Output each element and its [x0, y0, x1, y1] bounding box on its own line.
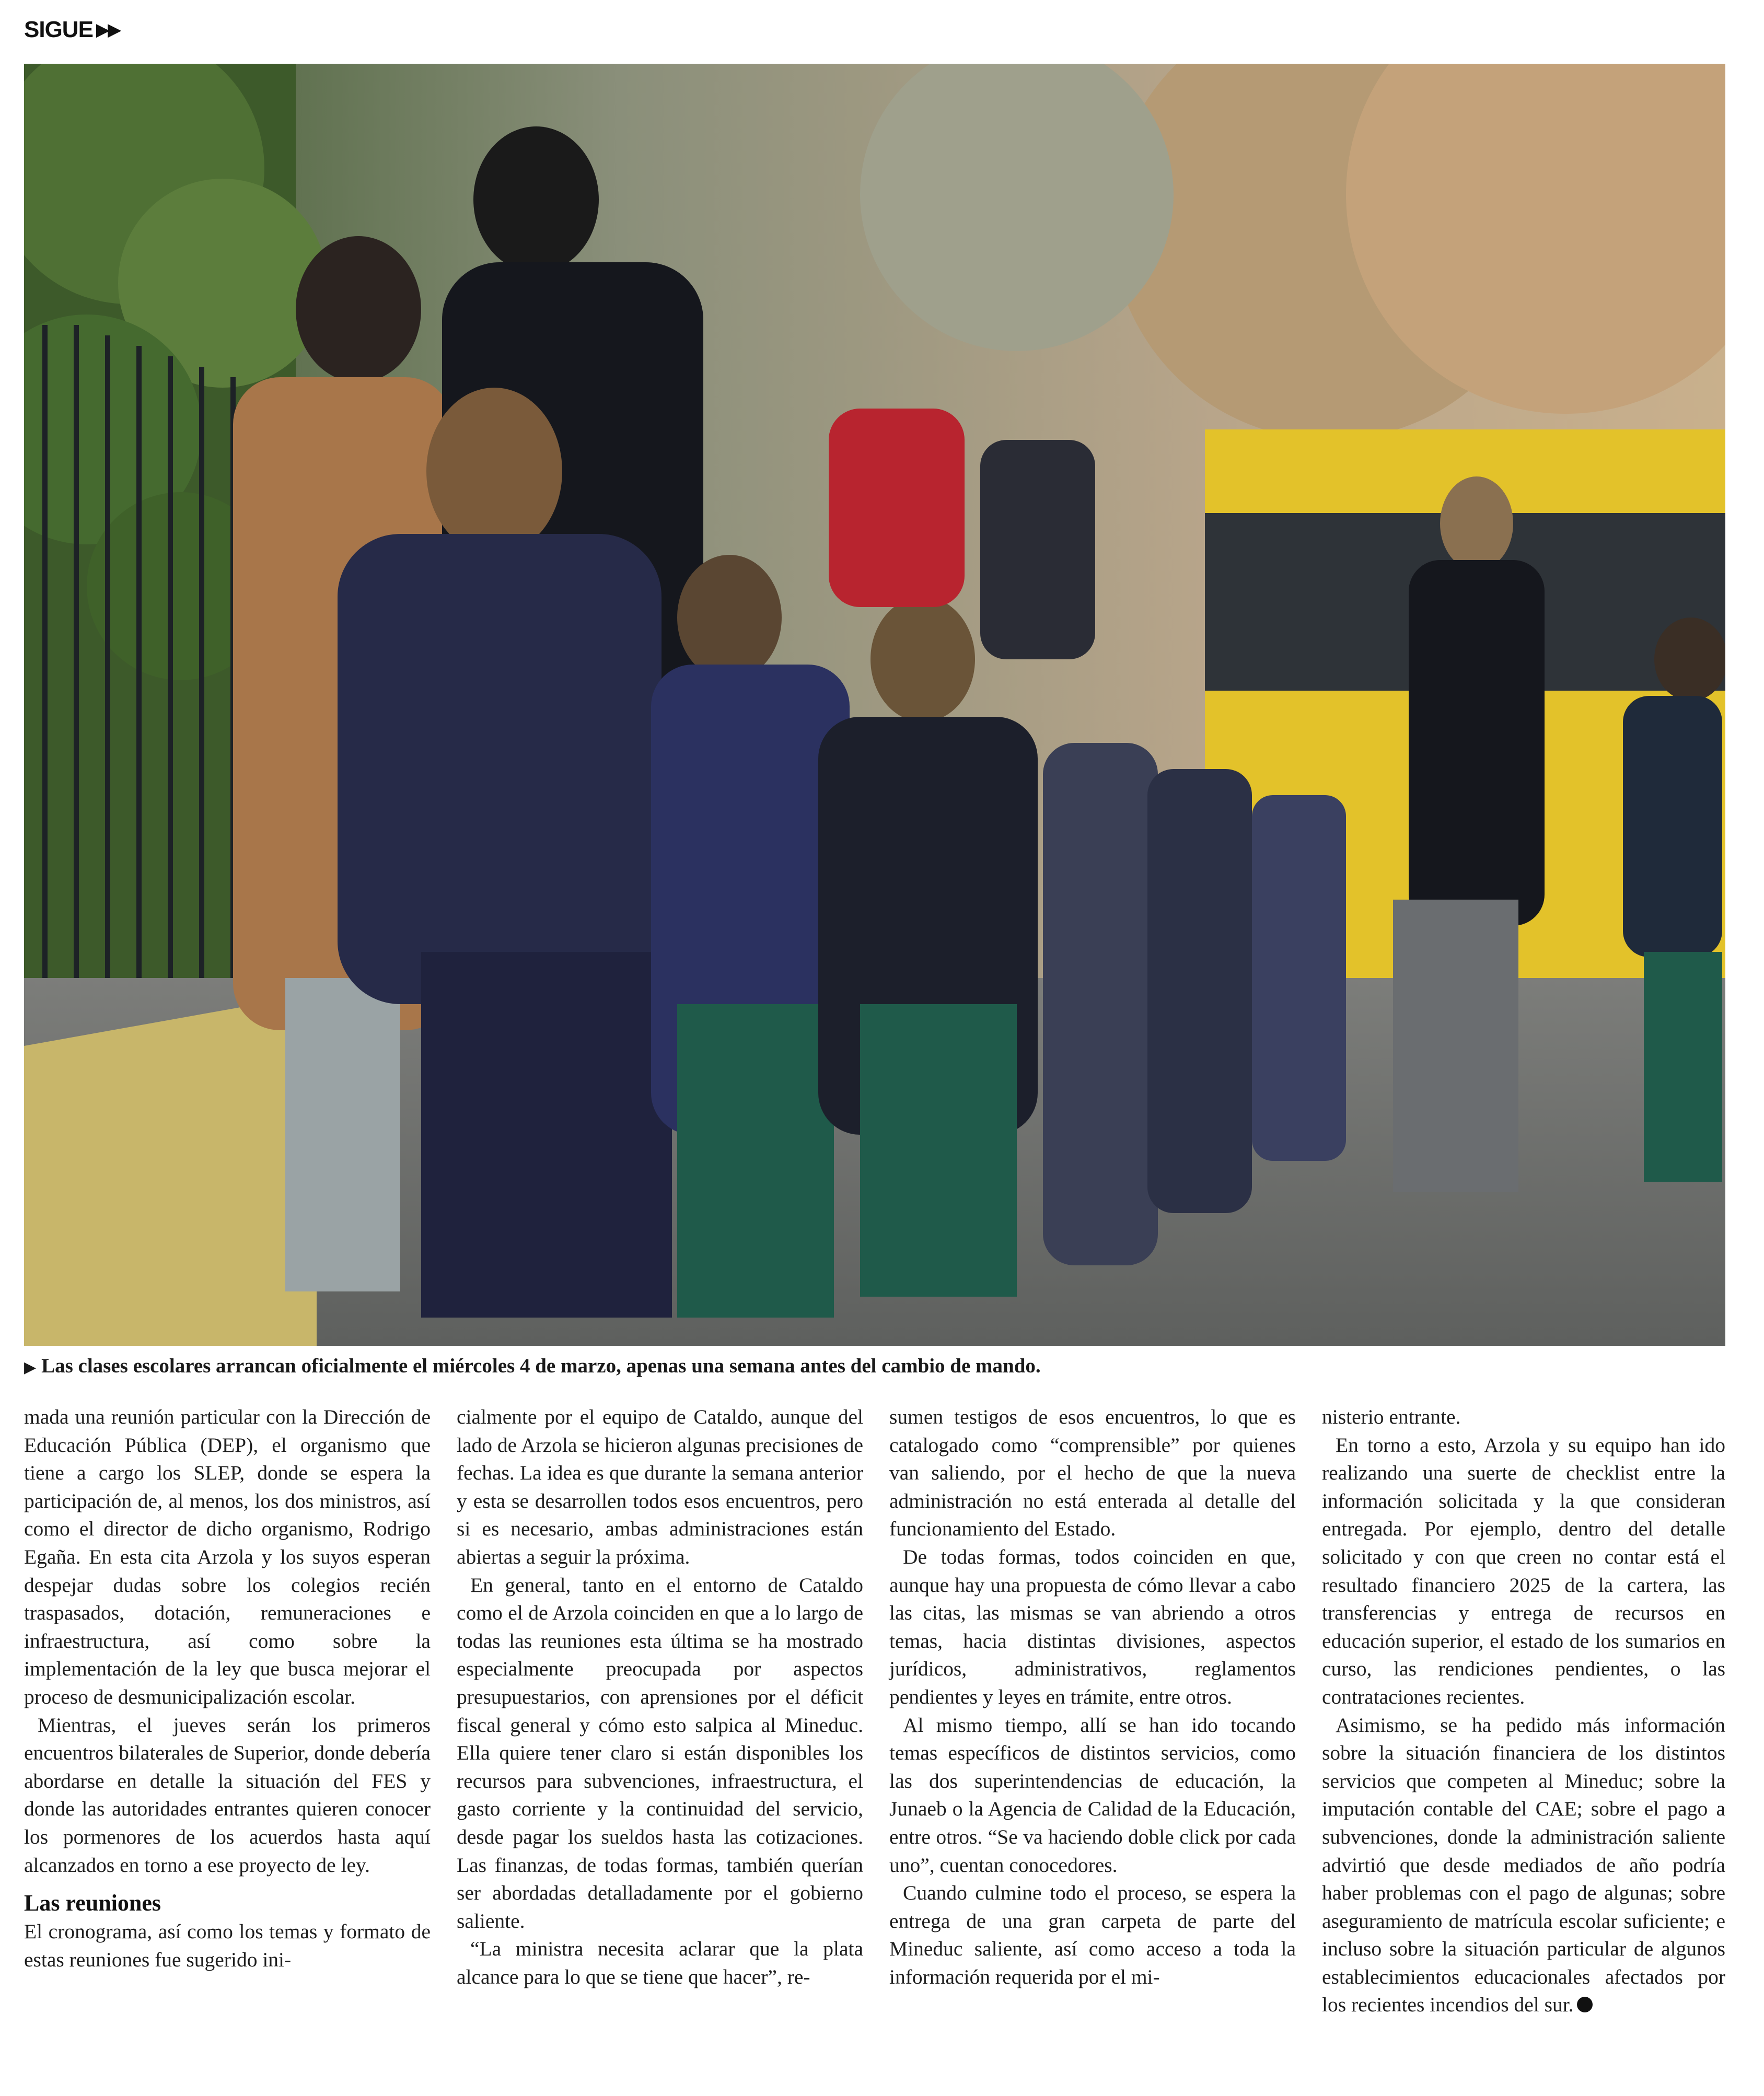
photo-caption — [24, 1354, 1725, 1378]
article-column-1 — [24, 1403, 431, 1974]
section-label-text: SIGUE — [24, 17, 93, 42]
paragraph: Al mismo tiempo, allí se han ido tocando temas específicos de distintos servicios, como las dos superintendencias de educación, la Junaeb o la Agencia de Calidad de la Educación, entre otros. “Se va haciendo doble click por cada uno”, cuentan conocedores. — [889, 1713, 1296, 1877]
paragraph: Mientras, el jueves serán los primeros encuentros bilaterales de Superior, donde debería abordarse en detalle la situación del FES y donde las autoridades entrantes quieren conocer los pormenores de los acuerdos hasta aquí alcanzados en torno a ese proyecto de ley. — [24, 1713, 431, 1877]
photo-caption-text: Las clases escolares arrancan oficialmente el miércoles 4 de marzo, apenas una semana antes del cambio de mando. — [41, 1355, 1041, 1377]
paragraph: sumen testigos de esos encuentros, lo que es catalogado como “comprensible” por quienes van saliendo, por el hecho de que la nueva administración no está enterada al detalle del funcionamiento del Estado. — [889, 1405, 1296, 1541]
paragraph: Cuando culmine todo el proceso, se espera la entrega de una gran carpeta de parte del Mineduc saliente, así como acceso a toda la información requerida por el mi- — [889, 1881, 1296, 1988]
subheading: Las reuniones — [24, 1890, 161, 1916]
section-label — [24, 17, 119, 43]
paragraph: De todas formas, todos coinciden en que, aunque hay una propuesta de cómo llevar a cabo las citas, las mismas se van abriendo a otros temas, hacia distintas divisiones, aspectos jurídicos, administrativos, reglamentos pendientes y leyes en trámite, entre otros. — [889, 1545, 1296, 1708]
paragraph-text: Asimismo, se ha pedido más información sobre la situación financiera de los distintos servicios que competen al Mineduc; sobre la imputación contable del CAE; sobre el pago a subvenciones, donde la administración saliente advirtió que desde mediados de año podría haber problemas con el pago de algunas; sobre aseguramiento de matrícula escolar suficiente; e incluso sobre la situación particular de algunos establecimientos educacionales afectados por los recientes incendios del sur. — [1322, 1713, 1725, 2017]
double-arrow-icon: ▶▶ — [96, 20, 120, 40]
paragraph: nisterio entrante. — [1322, 1405, 1461, 1428]
paragraph — [1322, 1711, 1725, 2020]
end-of-article-icon — [1577, 1997, 1593, 2012]
caption-arrow-icon: ▶ — [24, 1358, 37, 1377]
article-column-3 — [889, 1403, 1296, 1991]
article-column-4 — [1322, 1403, 1725, 2019]
article-column-2 — [457, 1403, 863, 1991]
paragraph: En general, tanto en el entorno de Cataldo como el de Arzola coinciden en que a lo largo de todas las reuniones esta última se ha mostrado especialmente preocupada por aspectos presupuestarios, con aprensiones por el déficit fiscal general y cómo esto salpica al Mineduc. Ella quiere tener claro si están disponibles los recursos para subvenciones, infraestructura, el gasto corriente y la continuidad del servicio, desde pagar los sueldos hasta las cotizaciones. Las finanzas, de todas formas, también querían ser abordadas detalladamente por el gobierno saliente. — [457, 1573, 863, 1932]
paragraph: En torno a esto, Arzola y su equipo han ido realizando una suerte de checklist entre la información solicitada y la que consideran entregada. Por ejemplo, dentro del detalle solicitado y con que creen no contar está el resultado financiero 2025 de la cartera, las transferencias y entrega de recursos en educación superior, el estado de los sumarios en curso, las rendiciones pendientes, o las contrataciones recientes. — [1322, 1433, 1725, 1708]
paragraph: El cronograma, así como los temas y formato de estas reuniones fue sugerido ini- — [24, 1920, 431, 1971]
paragraph: “La ministra necesita aclarar que la plata alcance para lo que se tiene que hacer”, re- — [457, 1937, 863, 1988]
paragraph: mada una reunión particular con la Dirección de Educación Pública (DEP), el organismo que tiene a cargo los SLEP, donde se espera la participación de, al menos, los dos ministros, así como el director de dicho organismo, Rodrigo Egaña. En esta cita Arzola y los suyos esperan despejar dudas sobre los colegios recién traspasados, dotación, remuneraciones e infraestructura, así como sobre la implementación de la ley que busca mejorar el proceso de desmunicipalización escolar. — [24, 1405, 431, 1708]
paragraph: cialmente por el equipo de Cataldo, aunque del lado de Arzola se hicieron algunas precisiones de fechas. La idea es que durante la semana anterior y esta se desarrollen todos esos encuentros, pero si es necesario, ambas administraciones están abiertas a seguir la próxima. — [457, 1405, 863, 1568]
article-body — [24, 1403, 1725, 2082]
news-photo — [24, 64, 1725, 1346]
